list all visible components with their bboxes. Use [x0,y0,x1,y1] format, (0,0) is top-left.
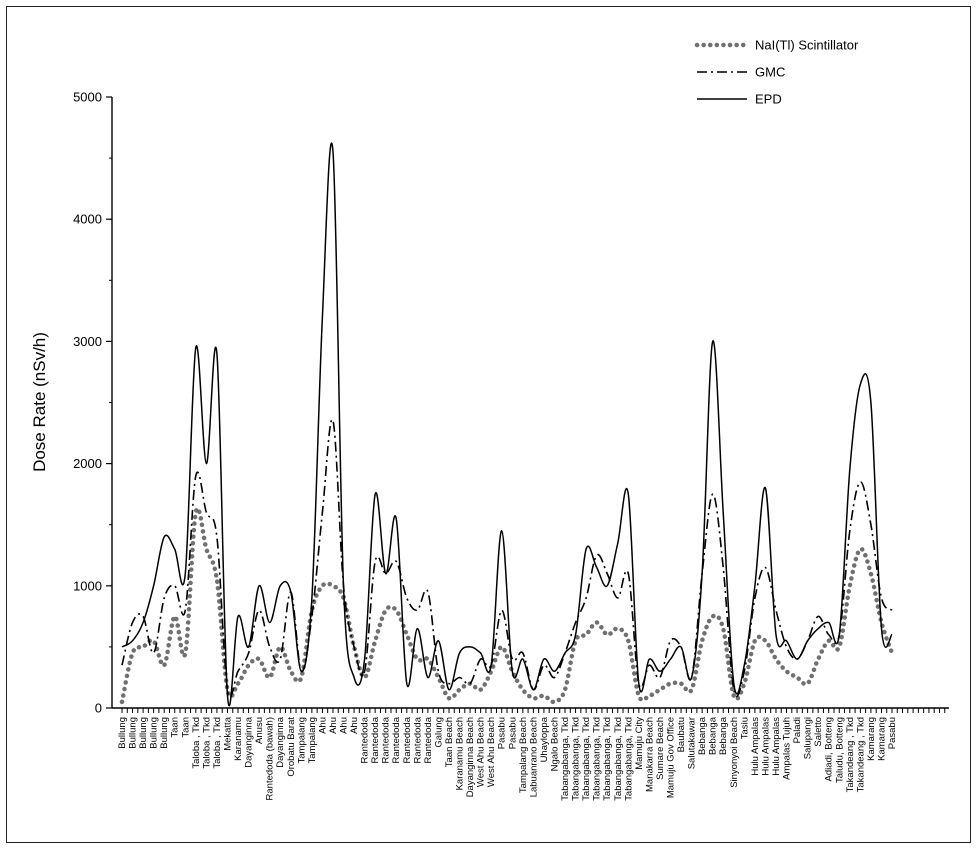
x-category-label: Dayanginna [275,717,287,768]
x-category-label: Bullung [138,717,150,749]
x-category-label: Taan Beach [443,717,455,768]
x-axis-ticks [122,708,945,713]
x-category-label: Adiadi, Botteng [823,717,835,782]
x-category-label: Bebanga [718,717,730,756]
x-category-label: Hulu Ampalas [770,717,782,776]
x-category-label: Tabangabanga, Tkd [581,717,593,801]
legend-label-2: EPD [755,91,782,107]
x-category-label: Taan [180,717,192,738]
x-category-label: Ahu [327,717,339,734]
x-category-label: Bullung [127,717,139,749]
x-category-label: Mekatta [222,717,234,751]
x-category-label: Tabangabanga, Tkd [591,717,603,801]
x-category-label: Dayanginna Beach [465,717,477,798]
series-layer [122,143,892,706]
x-category-label: Baubatu [676,717,688,753]
y-tick-label: 2000 [73,456,102,472]
legend [697,38,859,107]
series-line-2 [122,143,892,706]
x-category-label: Taloba , Tkd [211,717,223,769]
x-category-label: Ahu [338,717,350,734]
x-category-label: Tampalang [306,717,318,764]
x-category-label: Tabangabanga, Tkd [602,717,614,801]
x-category-label: Pasabu [887,717,898,750]
x-category-label: Salutakawar [686,717,698,770]
legend-label-1: GMC [755,64,786,80]
dose-rate-chart [7,7,969,841]
x-category-label: Karanamu Beach [454,717,466,791]
x-category-label: Rantedoda [412,717,424,764]
x-category-label: Kamarang [876,717,888,761]
x-category-label: Bebanga [707,717,719,756]
x-category-label: Manakarra Beach [644,717,656,792]
x-category-label: Mamuju Gov Office [665,717,677,799]
x-category-label: Saletto [813,717,825,747]
x-category-label: Galung [433,717,445,748]
x-category-label: Takandeang , Tkd [844,717,856,793]
x-category-label: Tampalang [296,717,308,764]
x-category-label: West Ahu Beach [486,717,498,788]
x-category-label: Rantedoda [422,717,434,764]
x-category-label: Sinyonyoi Beach [728,717,740,788]
x-category-label: Tabangabanga, Tkd [570,717,582,801]
x-category-label: Ampalas Tujuh [781,717,793,780]
x-category-label: Taloba , Tkd [190,717,202,769]
x-category-label: Takandeang , Tkd [855,717,867,793]
y-axis-label: Dose Rate (nSv/h) [30,332,49,472]
x-category-label: Tabangabanga, Tkd [560,717,572,801]
x-category-label: Tasiu [739,717,751,740]
x-category-label: Rantedoda [401,717,413,764]
x-category-label: Karanamu [233,717,245,761]
x-category-label: Uhayloppa [538,717,550,763]
x-category-label: Sumare Beach [654,717,666,780]
x-category-label: Orobatu Barat [285,717,297,777]
x-category-label: Ahu [349,717,361,734]
x-category-label: Kamarang [865,717,877,761]
x-category-label: Tabangabanga, Tkd [623,717,635,801]
x-category-label: Pasabu [507,717,519,750]
x-category-label: Bullung [159,717,171,749]
x-category-label: Taloba , Tkd [201,717,213,769]
x-category-label: Anusu [254,717,266,744]
x-category-label: Bebanga [697,717,709,756]
x-category-labels [117,716,898,801]
y-tick-label: 5000 [73,89,102,105]
x-category-label: Bullung [117,717,128,749]
legend-label-0: NaI(Tl) Scintillator [755,37,859,53]
x-category-label: Tampalang Beach [517,717,529,794]
x-category-label: Bullung [148,717,160,749]
y-tick-label: 4000 [73,211,102,227]
x-category-label: Dayanginna [243,717,255,768]
chart-frame [6,6,971,843]
y-tick-label: 0 [94,700,102,716]
x-category-label: Hulu Ampalas [749,717,761,776]
x-category-label: Rantedoda [370,717,382,764]
x-category-label: West Ahu Beach [475,717,487,788]
y-tick-label: 3000 [73,333,102,349]
x-category-label: Tabangabanga, Tkd [612,717,624,801]
y-tick-label: 1000 [73,578,102,594]
x-category-label: Pasabu [496,717,508,750]
x-category-label: Rantedoda [391,717,403,764]
x-category-label: Salupangi [802,717,814,760]
x-category-label: Rantedoda (bawah) [264,717,276,801]
x-category-label: Rantedoda [380,717,392,764]
x-category-label: Ahu [317,717,329,734]
x-category-label: Taludu, Botteng [834,717,846,784]
x-category-label: Hulu Ampalas [760,717,772,776]
x-category-label: Paladi [792,717,804,744]
x-category-label: Labuanrano Beach [528,717,540,798]
x-category-label: Mamuju City [633,717,645,770]
y-axis-ticks [73,90,112,716]
x-category-label: Ngalo Beach [549,717,561,772]
x-category-label: Taan [169,717,181,738]
x-category-label: Rantedoda [359,717,371,764]
